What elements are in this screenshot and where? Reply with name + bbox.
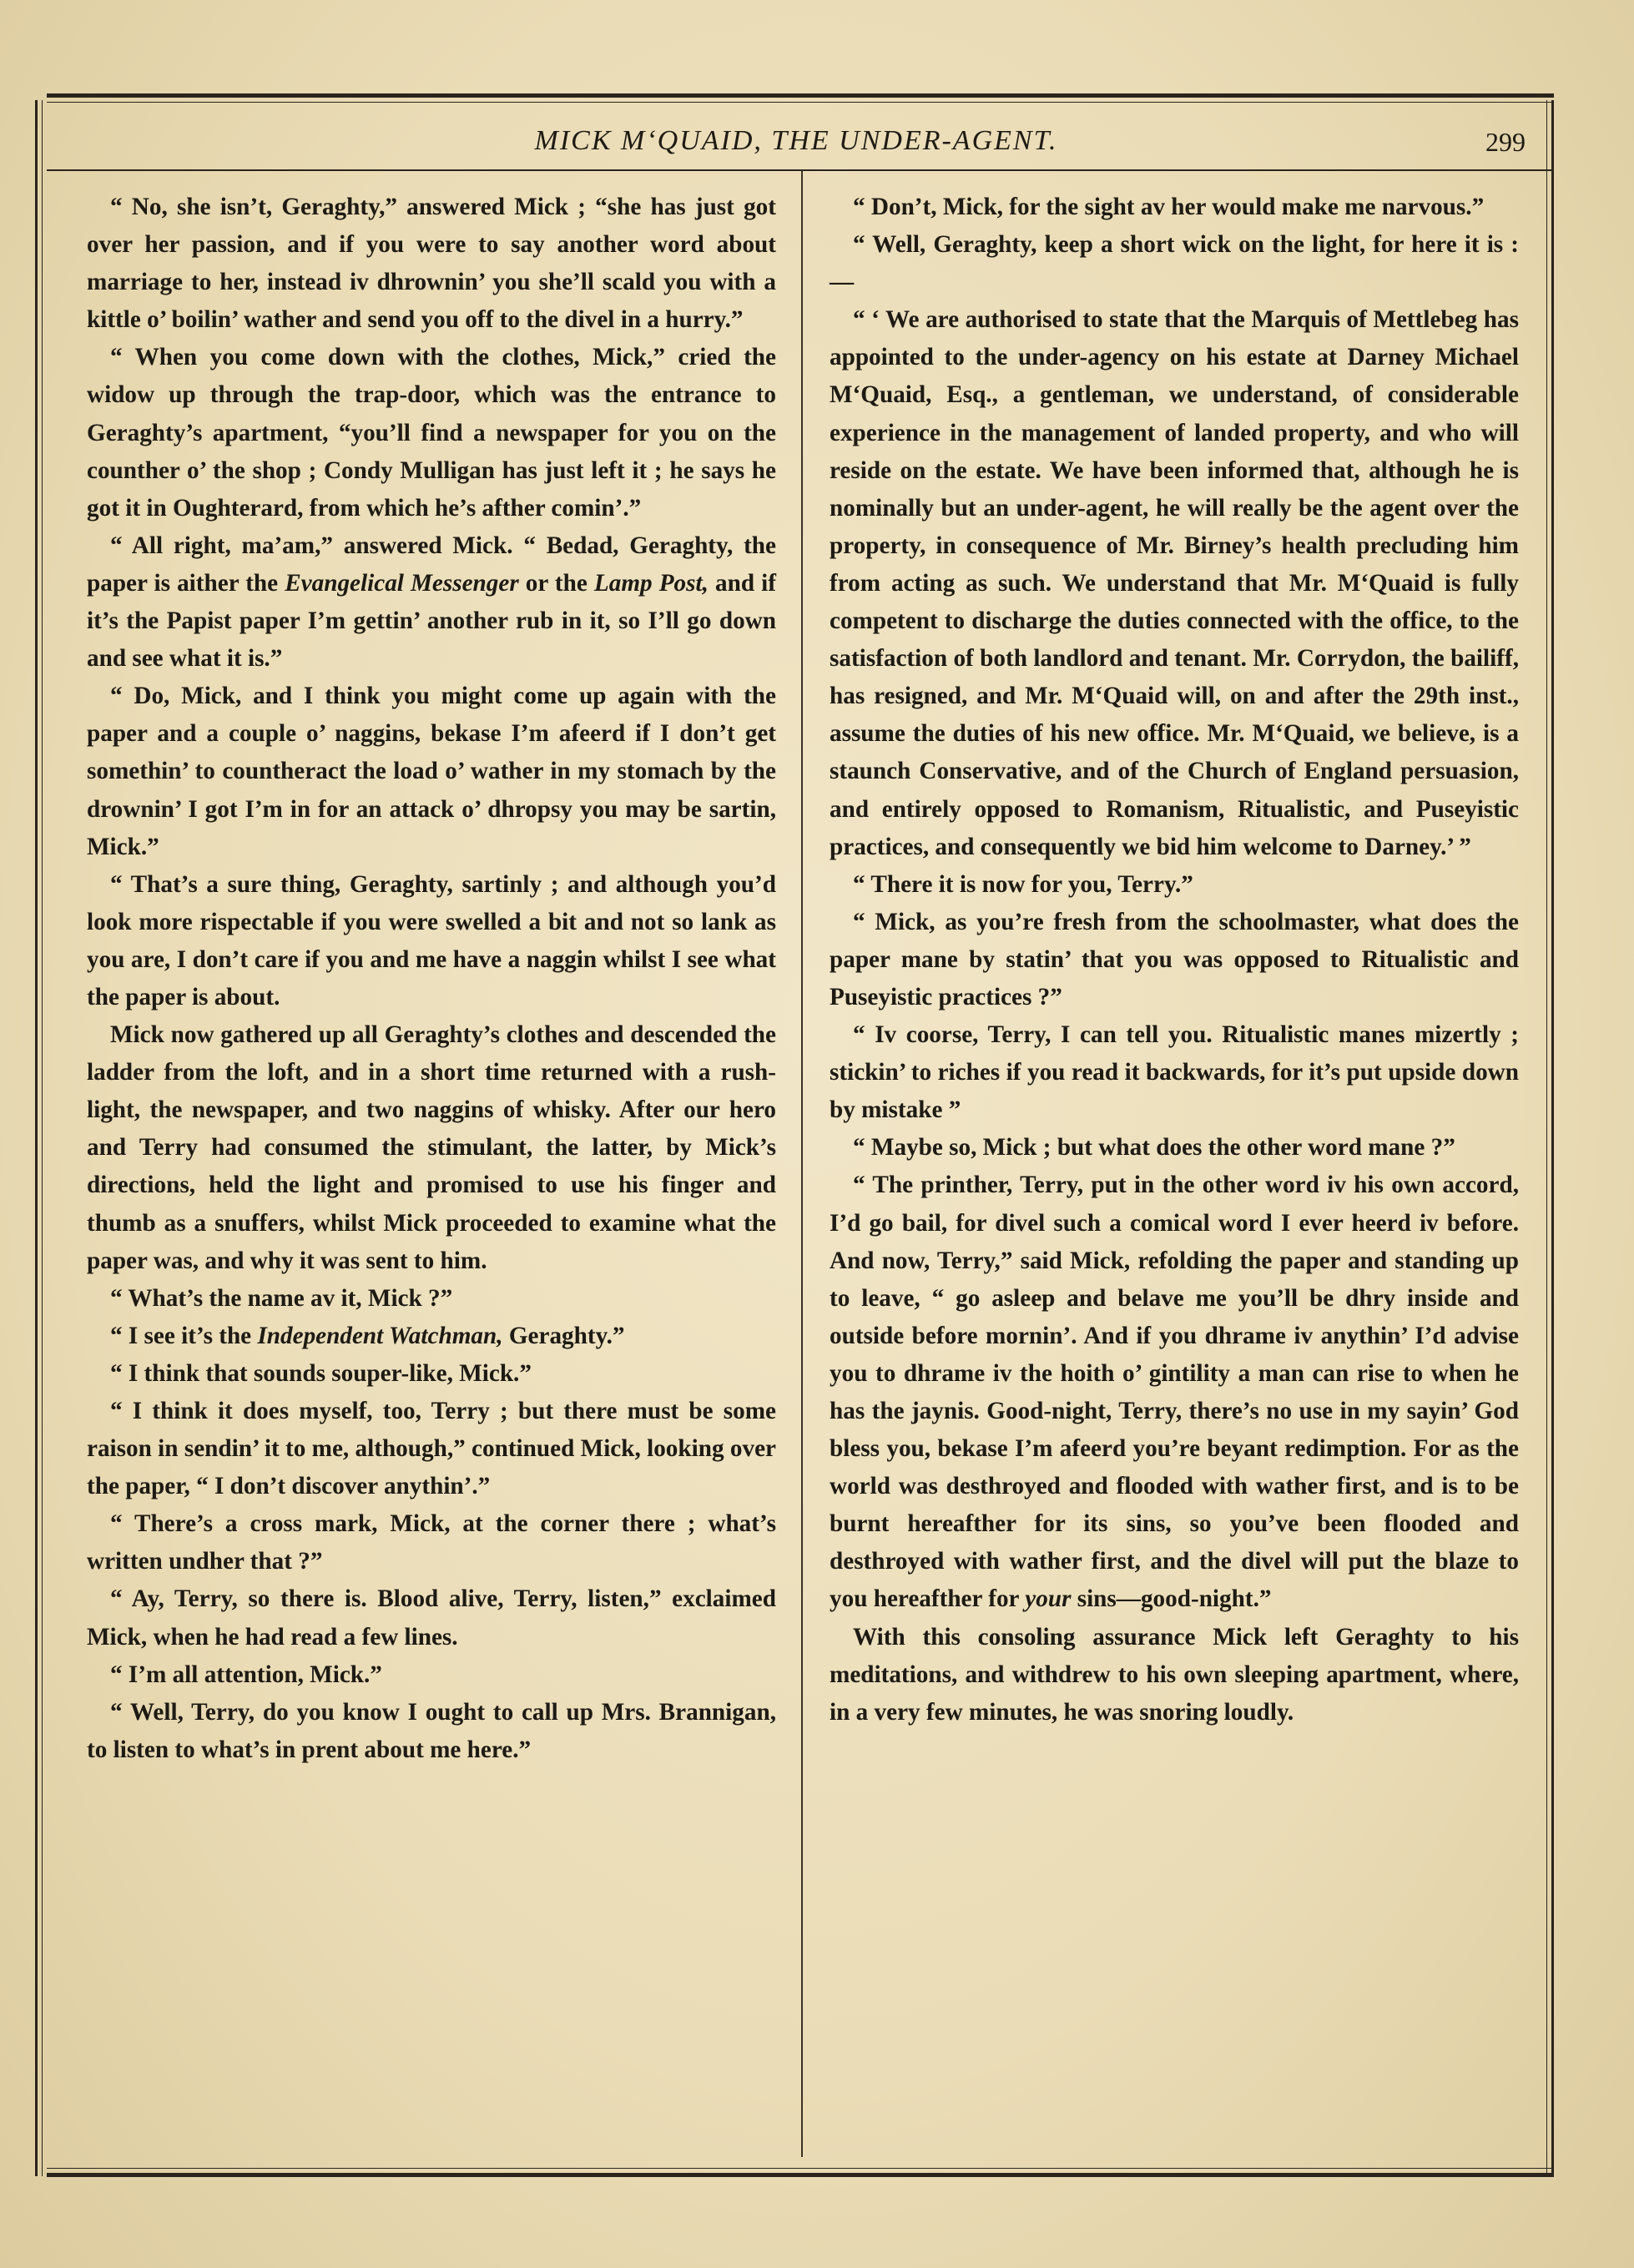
frame-left-inner <box>42 100 43 2176</box>
italic-title: Independent Watchman, <box>257 1322 503 1349</box>
top-rule-thick <box>47 93 1554 98</box>
paragraph: “ Well, Terry, do you know I ought to call up Mrs. Brannigan, to listen to what’s in prent about me here.” <box>87 1698 776 1763</box>
bottom-rule-thin <box>47 2168 1554 2169</box>
paragraph <box>87 527 776 678</box>
text-run: “ All right, ma’am,” answered Mick. “ Bedad, Geraghty, the paper is aither the <box>87 532 776 597</box>
paragraph: “ There’s a cross mark, Mick, at the corner there ; what’s written undher that ?” <box>87 1510 776 1575</box>
paragraph: “ There it is now for you, Terry.” <box>853 870 1193 898</box>
paragraph: “ Don’t, Mick, for the sight av her would make me narvous.” <box>853 194 1485 220</box>
header-rule <box>47 169 1554 171</box>
page-number: 299 <box>1485 127 1526 157</box>
paragraph: “ Well, Geraghty, keep a short wick on the light, for here it is :— <box>830 231 1519 296</box>
top-rule-thin <box>47 102 1554 103</box>
paragraph: “ Mick, as you’re fresh from the schoolmaster, what does the paper mane by statin’ that you was opposed to Ritualistic and Puseyistic practices ?” <box>830 908 1519 1011</box>
paragraph: “ No, she isn’t, Geraghty,” answered Mick ; “she has just got over her passion, and if you were to say another word about marriage to her, instead iv dhrownin’ you she’ll scald you with a kittle o’ boilin’ wather and send you off to the divel in a hurry.” <box>87 194 776 334</box>
paragraph: “ Iv coorse, Terry, I can tell you. Ritualistic manes mizertly ; stickin’ to riches if you read it backwards, for it’s put upside down by mistake ” <box>830 1021 1519 1124</box>
frame-right-inner <box>1546 100 1547 2176</box>
paragraph: “ I think that sounds souper-like, Mick.” <box>110 1359 532 1387</box>
text-run: and if it’s the Papist paper I’m gettin’ another rub in it, so I’ll go down and see what it is.” <box>87 569 776 673</box>
paragraph: “ Ay, Terry, so there is. Blood alive, Terry, listen,” exclaimed Mick, when he had read a few lines. <box>87 1585 776 1651</box>
running-title: MICK M‘QUAID, THE UNDER-AGENT. <box>534 125 1058 156</box>
italic-word: your <box>1025 1585 1072 1613</box>
paragraph: With this consoling assurance Mick left Geraghty to his meditations, and withdrew to his own sleeping apartment, where, in a very few minutes, he was snoring loudly. <box>830 1623 1519 1726</box>
paragraph <box>87 1318 776 1355</box>
italic-title: Evangelical Messenger <box>285 569 519 597</box>
paragraph: “ What’s the name av it, Mick ?” <box>110 1284 453 1312</box>
italic-title: Lamp Post, <box>593 569 709 597</box>
paragraph: “ ‘ We are authorised to state that the Marquis of Mettlebeg has appointed to the under-agency on his estate at Darney Michael M‘Quaid, Esq., a gentleman, we understand, of considerable experience in the management of landed property, and who will reside on the estate. We have been informed that, although he is nominally but an under-agent, he will really be the agent over the property, in consequence of Mr. Birney’s health precluding him from acting as such. We understand that Mr. M‘Quaid is fully competent to discharge the duties connected with the office, to the satisfaction of both landlord and tenant. Mr. Corrydon, the bailiff, has resigned, and Mr. M‘Quaid will, on and after the 29th inst., assume the duties of his new office. Mr. M‘Quaid, we believe, is a staunch Conservative, and of the Church of England persuasion, and entirely opposed to Romanism, Ritualistic, and Puseyistic practices, and consequently we bid him welcome to Darney.’ ” <box>830 306 1519 860</box>
paragraph: “ I’m all attention, Mick.” <box>110 1661 382 1688</box>
column-divider <box>801 171 803 2157</box>
paragraph: “ I think it does myself, too, Terry ; but there must be some raison in sendin’ it to me, although,” continued Mick, looking over the paper, “ I don’t discover anythin’.” <box>87 1398 776 1500</box>
paragraph: “ Do, Mick, and I think you might come up again with the paper and a couple o’ naggins, bekase I’m afeerd if I don’t get somethin’ to countheract the load o’ wather in my stomach by the drownin’ I got I’m in for an attack o’ dhropsy you may be sartin, Mick.” <box>87 683 776 860</box>
text-run: “ I see it’s the <box>110 1322 258 1349</box>
text-run: Geraghty.” <box>502 1322 625 1349</box>
page-header <box>50 125 1542 167</box>
paragraph: Mick now gathered up all Geraghty’s clothes and descended the ladder from the loft, and in a short time returned with a rush-light, the newspaper, and two naggins of whisky. After our hero and Terry had consumed the stimulant, the latter, by Mick’s directions, held the light and promised to use his finger and thumb as a snuffers, whilst Mick proceeded to examine what the paper was, and why it was sent to him. <box>87 1021 776 1274</box>
frame-left <box>35 100 38 2176</box>
paragraph <box>830 1167 1519 1618</box>
text-run: or the <box>518 569 594 597</box>
text-run: sins—good-night.” <box>1071 1585 1272 1613</box>
paragraph: “ When you come down with the clothes, Mick,” cried the widow up through the trap-door, which was the entrance to Geraghty’s apartment, “you’ll find a newspaper for you on the counther o’ the shop ; Condy Mulligan has just left it ; he says he got it in Oughterard, from which he’s afther comin’.” <box>87 344 776 522</box>
paragraph: “ Maybe so, Mick ; but what does the other word mane ?” <box>853 1134 1455 1162</box>
right-column <box>830 189 1519 1731</box>
frame-right <box>1551 100 1554 2176</box>
text-run: “ The printher, Terry, put in the other word iv his own accord, I’d go bail, for divel such a comical word I ever heerd iv before. And now, Terry,” said Mick, refolding the paper and standing up to leave, “ go asleep and belave me you’ll be dhry inside and outside before mornin’. And if you dhrame iv anythin’ I’d advise you to dhrame iv the hoith o’ gintility a man can rise to when he has the jaynis. Good-night, Terry, there’s no use in my sayin’ God bless you, bekase I’m afeerd you’re beyant redimption. For as the world was desthroyed and flooded with wather first, and is to be burnt hereafther for its sins, so you’ve been flooded and desthroyed with wather first, and the divel will put the blaze to you hereafther for <box>830 1172 1519 1613</box>
bottom-rule-thick <box>47 2173 1554 2177</box>
paragraph: “ That’s a sure thing, Geraghty, sartinly ; and although you’d look more rispectable if you were swelled a bit and not so lank as you are, I don’t care if you and me have a naggin whilst I see what the paper is about. <box>87 870 776 1011</box>
left-column <box>87 189 776 1769</box>
